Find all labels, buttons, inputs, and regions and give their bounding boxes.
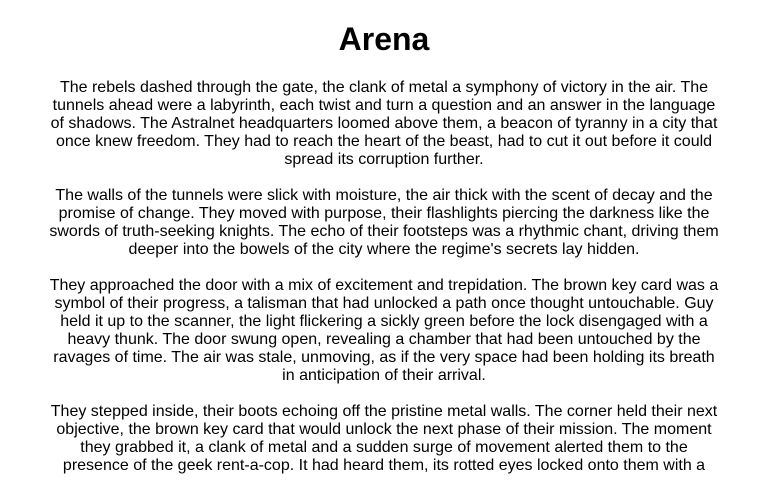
story-paragraph: They approached the door with a mix of excitement and trepidation. The brown key card was a symbol of their progress, a talisman that had unlocked a path once thought untouchable. Guy held it up to the scanner, the light flickering a sickly green before the lock disengaged with a heavy thunk. The door swung open, revealing a chamber that had been untouched by the ravages of time. The air was stale, unmoving, as if the very space had been holding its breath in anticipation of their arrival. (49, 277, 719, 384)
story-paragraph: They stepped inside, their boots echoing off the pristine metal walls. The corner held their next objective, the brown key card that would unlock the next phase of their mission. The moment they grabbed it, a clank of metal and a sudden surge of movement alerted them to the presence of the geek rent-a-cop. It had heard them, its rotted eyes locked onto them with a (50, 403, 718, 474)
page-title: Arena (338, 21, 430, 57)
story-paragraph: The walls of the tunnels were slick with moisture, the air thick with the scent of decay and the promise of change. They moved with purpose, their flashlights piercing the darkness like the swords of truth-seeking knights. The echo of their footsteps was a rhythmic chant, driving them deeper into the bowels of the city where the regime's secrets lay hidden. (49, 187, 719, 258)
story-text (48, 79, 720, 480)
story-paragraph: The rebels dashed through the gate, the clank of metal a symphony of victory in the air. The tunnels ahead were a labyrinth, each twist and turn a question and an answer in the language of shadows. The Astralnet headquarters loomed above them, a beacon of tyranny in a city that once knew freedom. They had to reach the heart of the beast, had to cut it out before it could spread its corruption further. (50, 79, 718, 168)
